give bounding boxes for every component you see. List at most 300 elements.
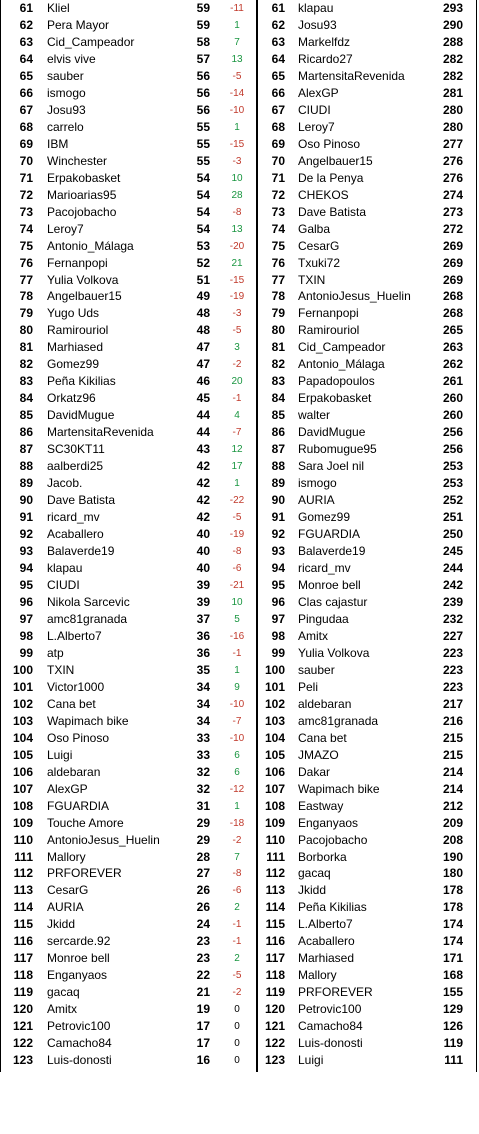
left-points-cell: 57 — [196, 51, 210, 66]
right-rank-cell: 71 — [271, 170, 285, 185]
right-rank-cell: 82 — [271, 357, 285, 372]
right-points-cell: 256 — [442, 442, 463, 457]
left-name-cell: Marioarias95 — [47, 187, 117, 202]
right-name-cell: CIUDI — [298, 102, 331, 117]
table-row — [0, 526, 479, 543]
right-points-cell: 282 — [442, 68, 463, 83]
right-points-cell: 227 — [442, 628, 463, 643]
left-diff-cell: -3 — [232, 308, 242, 320]
left-diff-cell: -21 — [229, 579, 245, 591]
left-name-cell: elvis vive — [47, 51, 96, 66]
right-name-cell: aldebaran — [298, 696, 352, 711]
left-name-cell: gacaq — [47, 985, 80, 1000]
left-name-cell: L.Alberto7 — [47, 628, 102, 643]
left-diff-cell: -5 — [232, 70, 242, 82]
left-diff-cell: -6 — [232, 563, 242, 574]
left-diff-cell: 9 — [234, 681, 240, 693]
table-row — [0, 153, 479, 170]
right-rank-cell: 122 — [264, 1036, 285, 1051]
left-name-cell: TXIN — [47, 662, 75, 677]
left-points-cell: 59 — [196, 17, 210, 32]
left-rank-cell: 82 — [19, 357, 33, 372]
table-row — [0, 916, 479, 933]
right-points-cell: 126 — [442, 1019, 463, 1034]
left-name-cell: atp — [47, 645, 64, 660]
right-rank-cell: 93 — [271, 544, 285, 559]
left-diff-cell: 2 — [234, 953, 240, 965]
right-rank-cell: 81 — [271, 340, 285, 355]
left-name-cell: Gomez99 — [47, 357, 100, 372]
right-points-cell: 239 — [442, 594, 463, 609]
left-rank-cell: 101 — [12, 679, 33, 694]
left-points-cell: 36 — [196, 645, 210, 660]
left-name-cell: Winchester — [47, 153, 108, 168]
right-rank-cell: 99 — [271, 645, 285, 660]
table-row — [0, 730, 479, 747]
right-name-cell: Camacho84 — [298, 1019, 363, 1034]
left-points-cell: 22 — [196, 968, 210, 983]
left-diff-cell: 6 — [234, 749, 240, 761]
table-row — [0, 662, 479, 679]
left-rank-cell: 89 — [19, 476, 33, 491]
left-points-cell: 29 — [196, 815, 210, 830]
left-rank-cell: 116 — [13, 934, 33, 949]
left-name-cell: Cid_Campeador — [47, 34, 135, 49]
table-row — [0, 713, 479, 730]
right-rank-cell: 121 — [264, 1019, 285, 1034]
right-points-cell: 190 — [442, 849, 463, 864]
left-name-cell: Angelbauer15 — [47, 289, 122, 304]
left-diff-cell: 21 — [231, 257, 243, 269]
left-name-cell: Enganyaos — [47, 968, 108, 983]
right-points-cell: 261 — [442, 374, 463, 389]
right-rank-cell: 94 — [271, 561, 285, 575]
left-name-cell: Camacho84 — [47, 1036, 112, 1051]
left-diff-cell: -18 — [229, 817, 245, 829]
right-points-cell: 178 — [442, 883, 463, 898]
left-name-cell: Erpakobasket — [47, 170, 121, 185]
right-points-cell: 253 — [442, 459, 463, 474]
left-points-cell: 44 — [196, 408, 210, 423]
right-points-cell: 209 — [442, 815, 463, 830]
table-row — [0, 933, 479, 950]
left-diff-cell: -8 — [232, 546, 242, 558]
right-name-cell: Dave Batista — [298, 204, 367, 219]
right-name-cell: Wapimach bike — [298, 781, 380, 796]
left-rank-cell: 117 — [13, 951, 33, 966]
table-row — [0, 984, 479, 1001]
left-rank-cell: 107 — [12, 781, 33, 796]
left-points-cell: 55 — [196, 153, 210, 168]
left-diff-cell: -2 — [232, 359, 242, 371]
left-points-cell: 42 — [196, 459, 210, 474]
table-row — [0, 34, 479, 51]
left-rank-cell: 84 — [19, 391, 33, 406]
right-rank-cell: 75 — [271, 238, 285, 253]
left-rank-cell: 85 — [19, 408, 33, 423]
left-diff-cell: 0 — [234, 1004, 240, 1016]
left-diff-cell: -6 — [232, 885, 242, 897]
left-points-cell: 54 — [196, 170, 210, 185]
table-row — [0, 560, 479, 577]
left-name-cell: FGUARDIA — [47, 798, 110, 813]
table-row — [0, 136, 479, 153]
right-points-cell: 178 — [442, 900, 463, 915]
left-rank-cell: 74 — [19, 221, 33, 236]
left-points-cell: 55 — [196, 136, 210, 151]
table-row — [0, 0, 479, 17]
left-name-cell: PRFOREVER — [47, 866, 122, 881]
right-name-cell: Marhiased — [298, 951, 355, 966]
table-row — [0, 1035, 479, 1052]
right-points-cell: 252 — [442, 493, 463, 508]
left-name-cell: Monroe bell — [47, 951, 110, 966]
table-row — [0, 611, 479, 628]
right-rank-cell: 118 — [265, 968, 285, 983]
left-rank-cell: 108 — [12, 798, 33, 813]
table-row — [0, 865, 479, 882]
right-points-cell: 280 — [442, 102, 463, 117]
left-points-cell: 58 — [196, 34, 210, 49]
left-diff-cell: -15 — [229, 274, 245, 286]
left-points-cell: 35 — [196, 662, 210, 677]
left-points-cell: 33 — [196, 747, 210, 762]
left-rank-cell: 86 — [19, 425, 33, 440]
left-diff-cell: 1 — [234, 121, 240, 133]
right-rank-cell: 120 — [264, 1002, 285, 1017]
right-rank-cell: 116 — [265, 934, 285, 949]
right-rank-cell: 84 — [271, 391, 285, 406]
right-points-cell: 272 — [442, 221, 463, 236]
right-name-cell: Dakar — [298, 764, 331, 779]
left-diff-cell: 4 — [234, 410, 240, 422]
right-points-cell: 269 — [442, 272, 463, 287]
right-name-cell: Ramirouriol — [298, 323, 360, 338]
table-row — [0, 322, 479, 339]
left-name-cell: Luis-donosti — [47, 1053, 112, 1068]
right-name-cell: Peña Kikilias — [298, 900, 367, 915]
left-name-cell: CIUDI — [47, 577, 80, 592]
right-points-cell: 276 — [442, 170, 463, 185]
left-name-cell: MartensitaRevenida — [47, 425, 154, 440]
left-points-cell: 32 — [196, 781, 210, 796]
left-rank-cell: 94 — [19, 561, 33, 575]
right-name-cell: Clas cajastur — [298, 594, 368, 609]
right-name-cell: ricard_mv — [298, 561, 351, 575]
table-row — [0, 1052, 479, 1069]
table-row — [0, 204, 479, 221]
left-points-cell: 17 — [196, 1036, 210, 1051]
right-rank-cell: 97 — [271, 611, 285, 626]
right-name-cell: Yulia Volkova — [298, 645, 370, 660]
right-name-cell: FGUARDIA — [298, 527, 361, 542]
right-points-cell: 215 — [442, 730, 463, 745]
left-points-cell: 26 — [196, 883, 210, 898]
right-points-cell: 174 — [442, 917, 463, 932]
right-rank-cell: 103 — [264, 713, 285, 728]
table-row — [0, 221, 479, 238]
left-diff-cell: -12 — [229, 783, 245, 795]
left-name-cell: Yugo Uds — [47, 306, 100, 321]
right-name-cell: walter — [298, 408, 331, 423]
left-points-cell: 33 — [196, 730, 210, 745]
left-points-cell: 59 — [196, 1, 210, 15]
right-rank-cell: 68 — [271, 119, 285, 134]
left-diff-cell: -22 — [229, 495, 245, 507]
left-diff-cell: 5 — [234, 613, 240, 625]
table-row — [0, 899, 479, 916]
right-name-cell: JMAZO — [298, 747, 339, 762]
right-name-cell: Balaverde19 — [298, 544, 366, 559]
left-rank-cell: 118 — [13, 968, 33, 983]
left-rank-cell: 110 — [13, 832, 33, 847]
left-name-cell: Victor1000 — [47, 679, 105, 694]
right-rank-cell: 110 — [265, 832, 285, 847]
left-rank-cell: 61 — [19, 1, 33, 15]
left-name-cell: sauber — [47, 68, 84, 83]
left-name-cell: Josu93 — [47, 102, 86, 117]
left-name-cell: AntonioJesus_Huelin — [47, 832, 160, 847]
table-row — [0, 170, 479, 187]
left-points-cell: 54 — [196, 187, 210, 202]
table-row — [0, 102, 479, 119]
right-name-cell: sauber — [298, 662, 335, 677]
table-row — [0, 696, 479, 713]
right-rank-cell: 119 — [265, 985, 285, 1000]
left-diff-cell: -10 — [229, 104, 245, 116]
left-name-cell: Jkidd — [47, 917, 76, 932]
right-points-cell: 215 — [442, 747, 463, 762]
left-rank-cell: 79 — [19, 306, 33, 321]
left-diff-cell: -15 — [229, 138, 245, 150]
left-name-cell: Mallory — [47, 849, 86, 864]
left-points-cell: 23 — [196, 934, 210, 949]
right-points-cell: 253 — [442, 476, 463, 491]
table-row — [0, 356, 479, 373]
left-name-cell: ismogo — [47, 85, 86, 100]
right-rank-cell: 91 — [271, 510, 285, 525]
right-name-cell: Amitx — [298, 628, 328, 643]
right-rank-cell: 86 — [271, 425, 285, 440]
right-points-cell: 174 — [442, 934, 463, 949]
left-rank-cell: 76 — [19, 255, 33, 270]
right-points-cell: 290 — [442, 17, 463, 32]
left-name-cell: aldebaran — [47, 764, 101, 779]
right-name-cell: Petrovic100 — [298, 1002, 362, 1017]
left-diff-cell: -2 — [232, 834, 242, 846]
left-rank-cell: 75 — [19, 238, 33, 253]
left-name-cell: Ramirouriol — [47, 323, 109, 338]
table-row — [0, 187, 479, 204]
right-name-cell: TXIN — [298, 272, 326, 287]
left-name-cell: Yulia Volkova — [47, 272, 119, 287]
left-name-cell: Cana bet — [47, 696, 96, 711]
right-points-cell: 223 — [442, 645, 463, 660]
right-points-cell: 208 — [442, 832, 463, 847]
left-diff-cell: 12 — [231, 444, 243, 456]
left-diff-cell: 6 — [234, 766, 240, 778]
right-points-cell: 269 — [442, 255, 463, 270]
table-row — [0, 492, 479, 509]
left-diff-cell: 1 — [234, 800, 240, 812]
right-rank-cell: 66 — [271, 85, 285, 100]
left-diff-cell: 20 — [231, 376, 243, 388]
left-diff-cell: -7 — [232, 427, 242, 439]
left-diff-cell: -14 — [229, 87, 245, 99]
right-name-cell: Angelbauer15 — [298, 153, 373, 168]
left-points-cell: 29 — [196, 832, 210, 847]
left-name-cell: Fernanpopi — [47, 255, 108, 270]
right-name-cell: Peli — [298, 679, 319, 694]
right-name-cell: gacaq — [298, 866, 331, 881]
right-name-cell: Luis-donosti — [298, 1036, 363, 1051]
left-diff-cell: -5 — [232, 970, 242, 982]
right-name-cell: Mallory — [298, 968, 337, 983]
left-rank-cell: 66 — [19, 85, 33, 100]
table-row — [0, 781, 479, 798]
left-points-cell: 54 — [196, 221, 210, 236]
table-row — [0, 339, 479, 356]
right-name-cell: Erpakobasket — [298, 391, 372, 406]
right-rank-cell: 90 — [271, 493, 285, 508]
left-points-cell: 54 — [196, 204, 210, 219]
right-points-cell: 244 — [442, 561, 463, 575]
left-name-cell: Pera Mayor — [47, 17, 110, 32]
left-rank-cell: 64 — [19, 51, 33, 66]
left-points-cell: 31 — [196, 798, 210, 813]
left-points-cell: 34 — [196, 713, 210, 728]
right-name-cell: AntonioJesus_Huelin — [298, 289, 411, 304]
left-points-cell: 46 — [196, 374, 210, 389]
table-row — [0, 1018, 479, 1035]
left-diff-cell: 1 — [234, 664, 240, 676]
table-row — [0, 288, 479, 305]
table-row — [0, 594, 479, 611]
left-points-cell: 24 — [196, 917, 210, 932]
left-rank-cell: 95 — [19, 577, 33, 592]
right-name-cell: Cana bet — [298, 730, 347, 745]
left-diff-cell: 7 — [234, 36, 240, 48]
left-rank-cell: 115 — [13, 917, 33, 932]
table-row — [0, 645, 479, 662]
right-name-cell: Enganyaos — [298, 815, 359, 830]
right-rank-cell: 114 — [265, 900, 285, 915]
left-name-cell: Wapimach bike — [47, 713, 129, 728]
right-name-cell: Jkidd — [298, 883, 327, 898]
right-name-cell: Fernanpopi — [298, 306, 359, 321]
right-points-cell: 223 — [442, 679, 463, 694]
right-name-cell: Markelfdz — [298, 34, 351, 49]
right-points-cell: 263 — [442, 340, 463, 355]
table-row — [0, 764, 479, 781]
left-diff-cell: 0 — [234, 1055, 240, 1067]
left-points-cell: 37 — [196, 611, 210, 626]
left-name-cell: Nikola Sarcevic — [47, 594, 130, 609]
left-rank-cell: 72 — [19, 187, 33, 202]
right-name-cell: Txuki72 — [298, 255, 341, 270]
left-rank-cell: 119 — [13, 985, 33, 1000]
left-diff-cell: 7 — [234, 851, 240, 863]
right-rank-cell: 77 — [271, 272, 285, 287]
right-name-cell: Luigi — [298, 1053, 324, 1068]
left-name-cell: IBM — [47, 136, 69, 151]
left-rank-cell: 114 — [13, 900, 33, 915]
right-rank-cell: 104 — [264, 730, 285, 745]
right-rank-cell: 85 — [271, 408, 285, 423]
left-points-cell: 49 — [196, 289, 210, 304]
left-points-cell: 42 — [196, 493, 210, 508]
right-points-cell: 214 — [442, 764, 463, 779]
right-rank-cell: 67 — [271, 102, 285, 117]
right-name-cell: DavidMugue — [298, 425, 366, 440]
left-diff-cell: -5 — [232, 325, 242, 337]
left-points-cell: 26 — [196, 900, 210, 915]
right-points-cell: 251 — [442, 510, 463, 525]
left-name-cell: Dave Batista — [47, 493, 116, 508]
left-rank-cell: 112 — [13, 866, 33, 881]
right-points-cell: 171 — [442, 951, 463, 966]
left-rank-cell: 81 — [19, 340, 33, 355]
right-name-cell: Ricardo27 — [298, 51, 353, 66]
left-name-cell: amc81granada — [47, 611, 128, 626]
table-row — [0, 882, 479, 899]
left-rank-cell: 73 — [19, 204, 33, 219]
right-points-cell: 265 — [442, 323, 463, 338]
right-rank-cell: 70 — [271, 153, 285, 168]
left-name-cell: Leroy7 — [47, 221, 84, 236]
left-diff-cell: -5 — [232, 512, 242, 524]
table-row — [0, 747, 479, 764]
right-points-cell: 111 — [444, 1053, 463, 1068]
right-name-cell: Acaballero — [298, 934, 355, 949]
left-points-cell: 40 — [196, 527, 210, 542]
right-rank-cell: 107 — [264, 781, 285, 796]
left-diff-cell: -16 — [229, 630, 245, 642]
right-rank-cell: 96 — [271, 594, 285, 609]
left-name-cell: Touche Amore — [47, 815, 124, 830]
right-points-cell: 282 — [442, 51, 463, 66]
right-rank-cell: 87 — [271, 442, 285, 457]
left-diff-cell: 0 — [234, 1038, 240, 1050]
left-diff-cell: -2 — [232, 987, 242, 999]
left-name-cell: DavidMugue — [47, 408, 115, 423]
right-rank-cell: 105 — [264, 747, 285, 762]
right-rank-cell: 115 — [265, 917, 285, 932]
left-diff-cell: -8 — [232, 206, 242, 218]
left-points-cell: 28 — [196, 849, 210, 864]
right-name-cell: AlexGP — [298, 85, 339, 100]
left-diff-cell: 10 — [231, 596, 243, 608]
right-rank-cell: 83 — [271, 374, 285, 389]
right-points-cell: 277 — [442, 136, 463, 151]
right-name-cell: Rubomugue95 — [298, 442, 377, 457]
left-points-cell: 51 — [196, 272, 210, 287]
left-rank-cell: 77 — [19, 272, 33, 287]
right-name-cell: klapau — [298, 1, 334, 15]
right-points-cell: 245 — [442, 544, 463, 559]
right-rank-cell: 111 — [266, 849, 285, 864]
left-diff-cell: 1 — [234, 478, 240, 490]
right-rank-cell: 74 — [271, 221, 285, 236]
left-diff-cell: 1 — [234, 19, 240, 31]
left-name-cell: SC30KT11 — [47, 442, 105, 457]
left-rank-cell: 67 — [19, 102, 33, 117]
right-rank-cell: 64 — [271, 51, 285, 66]
right-name-cell: ismogo — [298, 476, 337, 491]
table-row — [0, 272, 479, 289]
left-name-cell: Kliel — [47, 1, 70, 15]
right-name-cell: CesarG — [298, 238, 340, 253]
